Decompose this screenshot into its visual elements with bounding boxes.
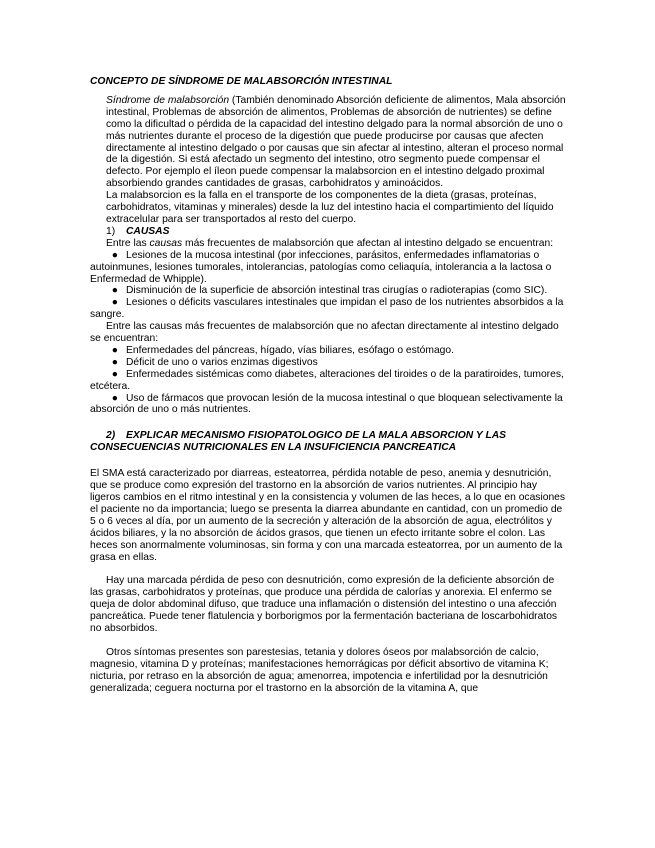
section-2-paragraph-2: Hay una marcada pérdida de peso con desnutrición, como expresión de la deficiente absorción de las grasas, carbohidratos y proteínas, que produce una pérdida de calorías y anorexia. El enfermo se queja de dolor abdominal difuso, que traduce una inflamación o distensión del intestino o una afección pancreática. Puede tener flatulencia y borborigmos por la fermentación bacteriana de loscarbohidratos no absorbidos. bbox=[90, 575, 558, 635]
bullet-icon: ● bbox=[111, 285, 118, 297]
causas-label: CAUSAS bbox=[126, 225, 170, 237]
intro-second-paragraph: La malabsorcion es la falla en el transporte de los componentes de la dieta (grasas, proteínas, carbohidratos, vitaminas y minerales) desde la luz del intestino hacia el compartimiento del líquido extracelular para ser transportados al resto del cuerpo. bbox=[106, 190, 554, 225]
direct-causes-list bbox=[90, 250, 567, 321]
bullet-icon: ● bbox=[111, 392, 118, 404]
list-item bbox=[90, 297, 567, 321]
causas-lead-pre: Entre las bbox=[106, 237, 150, 249]
indirect-causes-list bbox=[90, 345, 567, 416]
list-item bbox=[90, 345, 567, 357]
intro-paragraph bbox=[106, 95, 567, 190]
intro-block bbox=[90, 95, 567, 226]
section-2-number: 2) bbox=[106, 430, 116, 442]
section-2-paragraph-3: Otros síntomas presentes son parestesias, tetania y dolores óseos por malabsorción de calcio, magnesio, vitamina D y proteínas; manifestaciones hemorrágicas por déficit absortivo de vitamina K; nicturia, por retraso en la absorción de agua; amenorrea, impotencia e infertilidad por la desnutrición generalizada; ceguera nocturna por el trastorno en la absorción de la vitamina A, que bbox=[90, 646, 549, 694]
causas-heading bbox=[90, 226, 567, 238]
intro-text: (También denominado Absorción deficiente de alimentos, Mala absorción intestinal, Problemas de absorción de alimentos, Problemas de absorción de nutrientes) se define como la dificultad o pérdida de la capacidad del intestino delgado para la normal absorción de uno o más nutrientes durante el proceso de la digestión que puede producirse por causas que afecten directamente al intestino delgado o por causas que sin afectar al intestino, alteran el proceso normal de la digestión. Si está afectado un segmento del intestino, otro segmento puede compensar el defecto. Por ejemplo el íleon puede compensar la malabsorcion en el intestino delgado proximal absorbiendo grandes cantidades de grasas, carbohidratos y aminoácidos. bbox=[106, 94, 566, 190]
list-item-text: Uso de fármacos que provocan lesión de la mucosa intestinal o que bloquean selectivamente la absorción de uno o más nutrientes. bbox=[90, 392, 563, 416]
causas-lead bbox=[90, 238, 567, 250]
causas-lead-term: causas bbox=[149, 237, 183, 249]
causas-number: 1) bbox=[106, 225, 116, 237]
list-item-text: Déficit de uno o varios enzimas digestivos bbox=[126, 356, 318, 368]
list-item bbox=[90, 393, 567, 417]
document-title: CONCEPTO DE SÍNDROME DE MALABSORCIÓN INTESTINAL bbox=[90, 76, 393, 87]
list-item-text: Lesiones de la mucosa intestinal (por infecciones, parásitos, enfermedades inflamatorias o autoinmunes, lesiones tumorales, intolerancias, patologías como celiaquía, intolerancia a la lactosa o Enfermedad de Whipple). bbox=[90, 249, 552, 285]
list-item-text: Disminución de la superficie de absorción intestinal tras cirugías o radioterapias (como SIC). bbox=[126, 285, 548, 297]
list-item bbox=[90, 250, 567, 286]
list-item-text: Lesiones o déficits vasculares intestinales que impidan el paso de los nutrientes absorbidos a la sangre. bbox=[90, 297, 564, 321]
section-2-paragraph-1: El SMA está caracterizado por diarreas, esteatorrea, pérdida notable de peso, anemia y desnutrición, que se produce como expresión del trastorno en la absorción de varios nutrientes. Al principio hay ligeros cambios en el ritmo intestinal y en la consistencia y volumen de las heces, a lo que en ocasiones el paciente no da importancia; luego se presenta la diarrea abundante en cantidad, con un promedio de 5 o 6 veces al día, por un aumento de la secreción y alteración de la absorción de agua, electrólitos y ácidos biliares, y la no absorción de ácidos grasos, que tienen un efecto irritante sobre el colon. Las heces son anormalmente voluminosas, sin forma y con una marcada esteatorrea, por un aumento de la grasa en ellas. bbox=[90, 468, 566, 563]
list-item bbox=[90, 285, 567, 297]
bullet-icon: ● bbox=[111, 356, 118, 368]
list-item bbox=[90, 357, 567, 369]
intro-term: Síndrome de malabsorción bbox=[106, 94, 230, 106]
indirect-causes-lead: Entre las causas más frecuentes de malabsorción que no afectan directamente al intestino delgado se encuentran: bbox=[90, 321, 559, 345]
bullet-icon: ● bbox=[111, 249, 118, 261]
list-item-text: Enfermedades del páncreas, hígado, vías biliares, esófago o estómago. bbox=[126, 344, 454, 356]
list-item bbox=[90, 369, 567, 393]
section-2-heading bbox=[90, 430, 567, 454]
bullet-icon: ● bbox=[111, 297, 118, 309]
bullet-icon: ● bbox=[111, 344, 118, 356]
section-2-heading-text: EXPLICAR MECANISMO FISIOPATOLOGICO DE LA MALA ABSORCION Y LAS CONSECUENCIAS NUTRICIONALES EN LA INSUFICIENCIA PANCREATICA bbox=[90, 430, 507, 454]
causas-lead-post: más frecuentes de malabsorción que afectan al intestino delgado se encuentran: bbox=[182, 237, 554, 249]
list-item-text: Enfermedades sistémicas como diabetes, alteraciones del tiroides o de la paratiroides, tumores, etcétera. bbox=[90, 368, 564, 392]
bullet-icon: ● bbox=[111, 368, 118, 380]
